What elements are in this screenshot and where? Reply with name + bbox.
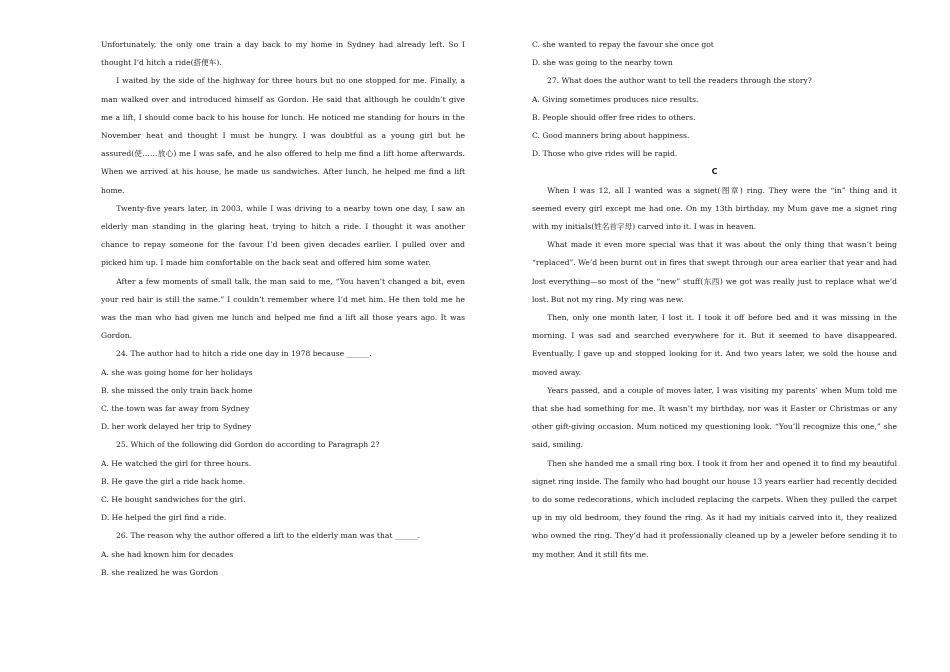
question-26-option-b: B. she realized he was Gordon — [101, 567, 219, 577]
question-26-option-a: A. she had known him for decades — [101, 549, 234, 559]
right-column — [532, 36, 897, 564]
question-24-stem: 24. The author had to hitch a ride one day in 1978 because ______. — [116, 349, 372, 359]
question-27-option-a: A. Giving sometimes produces nice results. — [532, 94, 699, 104]
question-26-option-d: D. she was going to the nearby town — [532, 58, 673, 68]
passage-paragraph: When I was 12, all I wanted was a signet(图章) ring. They were the “in” thing and it seemed every girl except me had one. On my 13th birthday, my Mum gave me a signet ring with my initials(姓名首字母) carved into it. I was in heaven. — [532, 185, 897, 232]
question-25-stem: 25. Which of the following did Gordon do according to Paragraph 2? — [116, 440, 380, 450]
passage-paragraph: What made it even more special was that it was about the only thing that wasn’t being “replaced”. We’d been burnt out in fires that swept through our area earlier that year and had lost everything—so most of the “new” stuff(东西) we got was really just to replace what we’d lost. But not my ring. My ring was new. — [532, 240, 897, 304]
question-25-option-b: B. He gave the girl a ride back home. — [101, 476, 246, 486]
question-26-option-c: C. she wanted to repay the favour she once got — [532, 40, 714, 49]
section-heading-c: C — [711, 167, 718, 177]
question-25-option-c: C. He bought sandwiches for the girl. — [101, 495, 246, 505]
question-27-stem: 27. What does the author want to tell the readers through the story? — [547, 76, 812, 86]
question-24-option-a: A. she was going home for her holidays — [101, 367, 253, 377]
passage-paragraph: Unfortunately, the only one train a day back to my home in Sydney had already left. So I thought I’d hitch a ride(搭便车). — [101, 40, 465, 68]
question-27-option-c: C. Good manners bring about happiness. — [532, 131, 690, 141]
question-24-option-b: B. she missed the only train back home — [101, 385, 253, 395]
passage-paragraph: Twenty-five years later, in 2003, while I was driving to a nearby town one day, I saw an elderly man standing in the glaring heat, trying to hitch a ride. I thought it was another chance to repay someone for the favour I’d been given decades earlier. I pulled over and picked him up. I made him comfortable on the back seat and offered him some water. — [101, 203, 465, 268]
question-26-stem: 26. The reason why the author offered a lift to the elderly man was that ______. — [116, 531, 421, 541]
passage-paragraph: I waited by the side of the highway for three hours but no one stopped for me. Finally, a man walked over and introduced himself as Gordon. He said that although he couldn’t give me a lift, I should come back to his house for lunch. He noticed me standing for hours in the November heat and thought I must be hungry. I was doubtful as a young girl but he assured(使……放心) me I was safe, and he also offered to help me find a lift home afterwards. When we arrived at his house, he made us sandwiches. After lunch, he helped me find a lift home. — [101, 76, 465, 195]
question-24-option-c: C. the town was far away from Sydney — [101, 404, 250, 414]
question-27-option-d: D. Those who give rides will be rapid. — [532, 149, 678, 159]
question-24-option-d: D. her work delayed her trip to Sydney — [101, 422, 252, 432]
passage-paragraph: After a few moments of small talk, the man said to me, “You haven’t changed a bit, even your red hair is still the same.” I couldn’t remember where I’d met him. He then told me he was the man who had given me lunch and helped me find a lift all those years ago. It was Gordon. — [101, 276, 465, 341]
passage-paragraph: Then she handed me a small ring box. I took it from her and opened it to find my beautiful signet ring inside. The family who had bought our house 13 years earlier had recently decided to do some redecorations, which included replacing the carpets. When they pulled the carpet up in my old bedroom, they found the ring. As it had my initials carved into it, they realized who owned the ring. They’d had it professionally cleaned up by a jeweler before sending it to my mother. And it still fits me. — [532, 458, 897, 559]
passage-paragraph: Then, only one month later, I lost it. I took it off before bed and it was missing in the morning. I was sad and searched everywhere for it. But it seemed to have disappeared. Eventually, I gave up and stopped looking for it. And two years later, we sold the house and moved away. — [532, 313, 897, 377]
left-column — [101, 36, 465, 582]
passage-paragraph: Years passed, and a couple of moves later, I was visiting my parents’ when Mum told me that she had something for me. It wasn’t my birthday, nor was it Easter or Christmas or any other gift-giving occasion. Mum noticed my questioning look. “You’ll recognize this one,” she said, smiling. — [532, 385, 897, 450]
question-25-option-d: D. He helped the girl find a ride. — [101, 513, 227, 523]
question-25-option-a: A. He watched the girl for three hours. — [101, 458, 252, 468]
question-27-option-b: B. People should offer free rides to others. — [532, 112, 696, 122]
